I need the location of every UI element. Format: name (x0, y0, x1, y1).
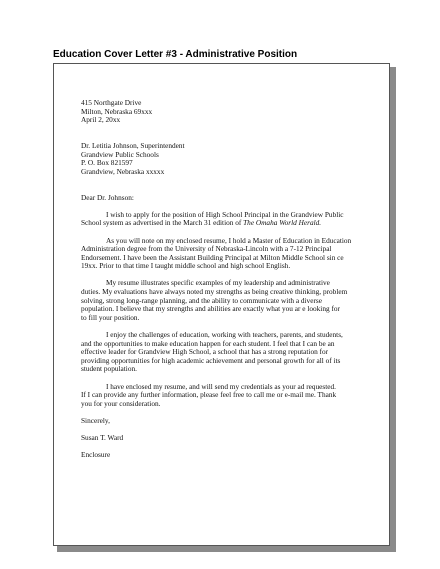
paragraph-4-line: providing opportunities for high academic achievement and personal growth for all of its (81, 355, 341, 365)
paragraph-3-line: solving, strong long-range planning, and the ability to communicate with a diverse (81, 295, 322, 305)
letter-page (53, 63, 390, 546)
paragraph-3-line: duties. My evaluations have always noted my strengths as being creative thinking, problem (81, 287, 348, 297)
salutation: Dear Dr. Johnson: (81, 192, 134, 202)
letter-body (81, 99, 377, 460)
paragraph-5-line: you for your consideration. (81, 398, 161, 408)
sender-street: 415 Northgate Drive (81, 98, 142, 107)
recipient-box: P. O. Box 821597 (81, 158, 133, 168)
paragraph-4-line: I enjoy the challenges of education, working with teachers, parents, and students, (106, 330, 343, 340)
sender-city: Milton, Nebraska 69xxx (81, 106, 153, 116)
closing: Sincerely, (81, 415, 110, 425)
paragraph-4-line: effective leader for Grandview High School, a school that has a strong reputation for (81, 347, 329, 357)
paragraph-1-text: School system as advertised in the March 31 edition of (81, 218, 244, 228)
enclosure-note: Enclosure (81, 450, 111, 460)
paragraph-5-line: I have enclosed my resume, and will send my credentials as your ad requested. (106, 381, 336, 391)
paragraph-1-line (81, 219, 377, 228)
paragraph-2-line: As you will note on my enclosed resume, I hold a Master of Education in Education (106, 235, 352, 245)
paragraph-2-line: Endorsement. I have been the Assistant Building Principal at Milton Middle School sin ce (81, 252, 344, 262)
recipient-city: Grandview, Nebraska xxxxx (81, 166, 165, 176)
recipient-name: Dr. Letitia Johnson, Superintendent (81, 140, 185, 150)
paragraph-2-line: Administration degree from the University of Nebraska-Lincoln with a 7-12 Principal (81, 244, 332, 254)
paragraph-4-line: and the opportunities to make education happen for each student. I feel that I can be an (81, 338, 335, 348)
newspaper-title: The Omaha World Herald. (243, 218, 322, 228)
paragraph-2-line: 19xx. Prior to that time I taught middle school and high school English. (81, 261, 291, 271)
document-title: Education Cover Letter #3 - Administrative Position (53, 49, 298, 60)
paragraph-3-line: to fill your position. (81, 312, 140, 322)
paragraph-3-line: population. I believe that my strengths and abilities are exactly what you ar e looking for (81, 304, 340, 314)
paragraph-4-line: student population. (81, 364, 137, 374)
paragraph-3-line: My resume illustrates specific examples of my leadership and administrative (106, 278, 330, 288)
signature-name: Susan T. Ward (81, 433, 124, 443)
recipient-org: Grandview Public Schools (81, 149, 159, 159)
paragraph-1-line: I wish to apply for the position of High School Principal in the Grandview Public (106, 209, 344, 219)
paragraph-5-line: If I can provide any further information, please feel free to call me or e-mail me. Thank (81, 390, 337, 400)
letter-date: April 2, 20xx (81, 115, 121, 125)
